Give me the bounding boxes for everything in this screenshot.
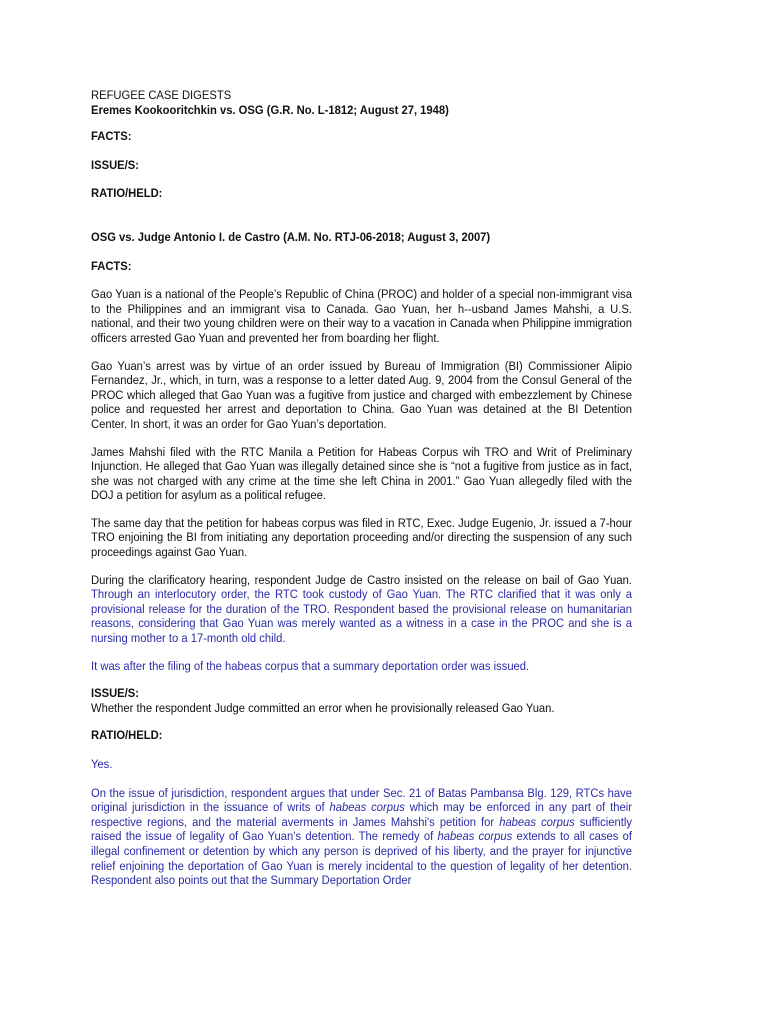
case2-facts-heading: FACTS: — [91, 258, 132, 273]
document-page — [91, 88, 632, 888]
facts-paragraph-5-highlight: Through an interlocutory order, the RTC took custody of Gao Yuan. The RTC clarified that it was only a provisional release for the duration of the TRO. Respondent based the provisional release on humanitarian reasons, considering that Gao Yuan was merely wanted as a witness in a case in the PROC and she is a nursing mother to a 17-month old child. — [91, 587, 632, 646]
case2-ratio-heading: RATIO/HELD: — [91, 728, 163, 743]
held-paragraph-1 — [91, 786, 632, 888]
facts-paragraph-6: It was after the filing of the habeas corpus that a summary deportation order was issued. — [91, 658, 530, 673]
held-p1-part-a: On the issue of jurisdiction, respondent argues that under Sec. 21 of Batas Pambansa Blg. 129, RTCs have original jurisdiction in the issuance of writs of — [91, 785, 632, 815]
case2-title: OSG vs. Judge Antonio I. de Castro (A.M. No. RTJ-06-2018; August 3, 2007) — [91, 229, 491, 244]
case1-title: Eremes Kookooritchkin vs. OSG (G.R. No. L-1812; August 27, 1948) — [91, 102, 449, 117]
facts-paragraph-5-plain: During the clarificatory hearing, respondent Judge de Castro insisted on the release on bail of Gao Yuan. — [91, 572, 632, 587]
held-p1-italic-3: habeas corpus — [437, 829, 513, 844]
case1-issue-heading: ISSUE/S: — [91, 157, 139, 172]
facts-paragraph-4: The same day that the petition for habeas corpus was filed in RTC, Exec. Judge Eugenio, Jr. issued a 7-hour TRO enjoining the BI from initiating any deportation proceeding and/or directing the suspension of any such proceedings against Gao Yuan. — [91, 515, 632, 560]
held-p1-part-b: which may be enforced in any part of their respective regions, and the material averments in James Mahshi's petition for — [91, 800, 632, 829]
facts-paragraph-1: Gao Yuan is a national of the People’s Republic of China (PROC) and holder of a special non-immigrant visa to the Philippines and an immigrant visa to Canada. Gao Yuan, her h--usband James Mahshi, a U.S. national, and their two young children were on their way to a vacation in Canada when Philippine immigration officers arrested Gao Yuan and prevented her from boarding her flight. — [91, 287, 632, 345]
case2-issue-text: Whether the respondent Judge committed an error when he provisionally released Gao Yuan. — [91, 700, 555, 715]
held-yes: Yes. — [91, 757, 113, 771]
case1-facts-heading: FACTS: — [91, 129, 132, 144]
facts-paragraph-2: Gao Yuan’s arrest was by virtue of an order issued by Bureau of Immigration (BI) Commissioner Alipio Fernandez, Jr., which, in turn, was a response to a letter dated Aug. 9, 2004 from the Consul General of the PROC which alleged that Gao Yuan was a fugitive from justice and charged with embezzlement by Chinese police and requested her arrest and deportation to China. Gao Yuan was detained at the BI Detention Center. In short, it was an order for Gao Yuan’s deportation. — [91, 358, 632, 431]
facts-paragraph-3: James Mahshi filed with the RTC Manila a Petition for Habeas Corpus wih TRO and Writ of Preliminary Injunction. He alleged that Gao Yuan was illegally detained since she is “not a fugitive from justice as in fact, she was not charged with any crime at the time she left China in 2001.” Gao Yuan allegedly filed with the DOJ a petition for asylum as a political refugee. — [91, 444, 632, 503]
held-p1-italic-1: habeas corpus — [329, 800, 405, 815]
case2-issue-heading: ISSUE/S: — [91, 686, 139, 701]
held-p1-italic-2: habeas corpus — [499, 814, 575, 829]
case1-ratio-heading: RATIO/HELD: — [91, 186, 163, 201]
series-title: REFUGEE CASE DIGESTS — [91, 88, 232, 102]
held-p1-part-d: extends to all cases of illegal confinement or detention by which any person is deprived of his liberty, and the prayer for injunctive relief enjoining the deportation of Gao Yuan is merely incidental to the question of legality of her detention. Respondent also points out that the Summary Deportation Order — [91, 829, 632, 888]
held-p1-part-c: sufficiently raised the issue of legality of Gao Yuan’s detention. The remedy of — [91, 814, 632, 844]
facts-paragraph-5 — [91, 573, 632, 646]
